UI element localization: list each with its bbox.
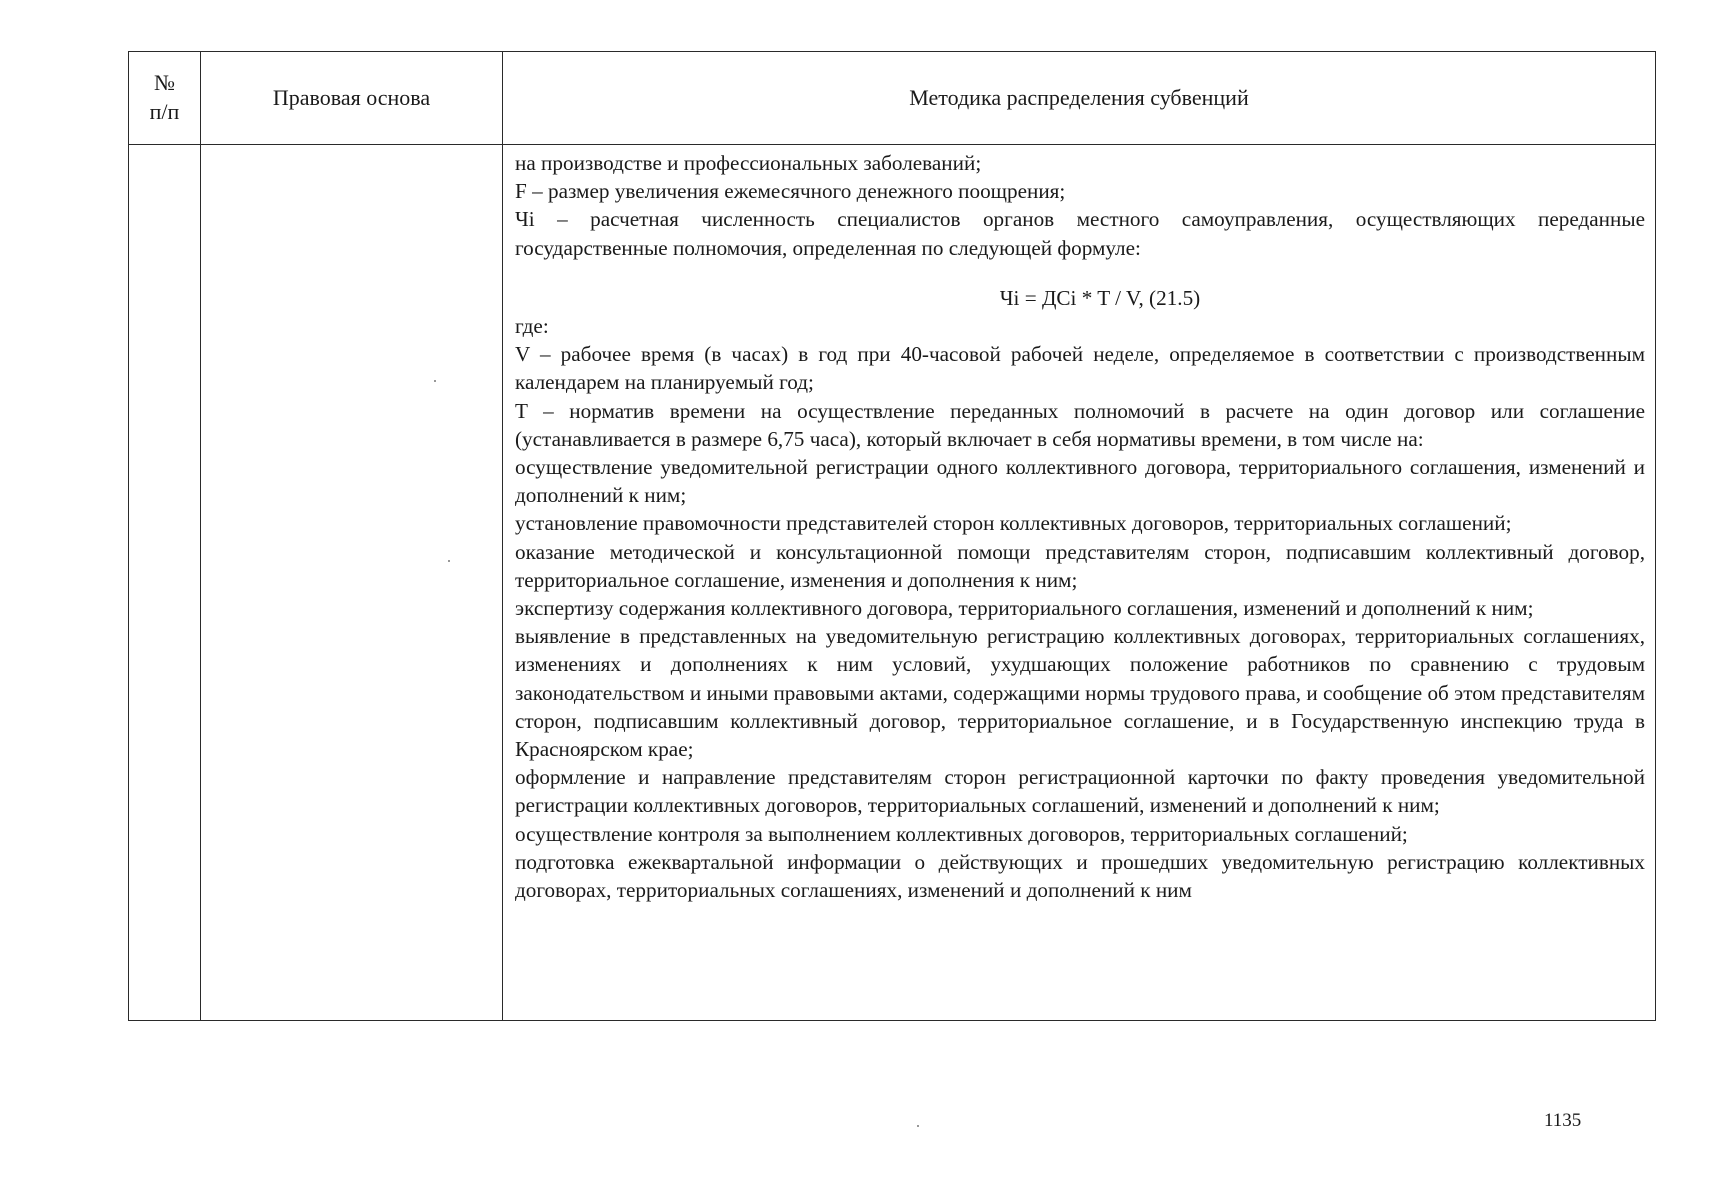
scan-speck <box>917 1125 919 1127</box>
scan-speck <box>448 560 450 562</box>
method-paragraph: осуществление уведомительной регистрации одного коллективного договора, территориального соглашения, изменений и дополнений к ним; <box>515 455 1645 508</box>
method-paragraph: F – размер увеличения ежемесячного денежного поощрения; <box>515 179 1066 204</box>
page-number: 1135 <box>1544 1110 1582 1131</box>
method-paragraph: экспертизу содержания коллективного договора, территориального соглашения, изменений и дополнений к ним; <box>515 596 1534 621</box>
method-paragraph: установление правомочности представителей сторон коллективных договоров, территориальных соглашений; <box>515 511 1512 536</box>
cell-number <box>129 145 201 1021</box>
method-paragraph: оформление и направление представителям сторон регистрационной карточки по факту проведения уведомительной регистрации коллективных договоров, территориальных соглашений, изменений и дополнений к ним; <box>515 765 1645 818</box>
table-row <box>129 145 1656 1021</box>
method-paragraph: где: <box>515 314 549 339</box>
method-paragraph: оказание методической и консультационной помощи представителям сторон, подписавшим коллективный договор, территориальное соглашение, изменения и дополнения к ним; <box>515 539 1645 592</box>
table-header <box>129 52 1656 145</box>
cell-legal-basis <box>201 145 503 1021</box>
header-number <box>129 52 201 145</box>
table-body <box>129 145 1656 1021</box>
method-paragraph: на производстве и профессиональных заболеваний; <box>515 151 982 175</box>
header-number-line-2: п/п <box>149 99 180 124</box>
subventions-table <box>128 51 1656 1021</box>
header-number-line-1: № <box>154 70 175 96</box>
method-paragraph: осуществление контроля за выполнением коллективных договоров, территориальных соглашений; <box>515 821 1408 846</box>
header-method: Методика распределения субвенций <box>503 52 1656 145</box>
method-paragraph: V – рабочее время (в часах) в год при 40-часовой рабочей неделе, определяемое в соответствии с производственным календарем на планируемый год; <box>515 342 1645 395</box>
method-paragraph: подготовка ежеквартальной информации о действующих и прошедших уведомительную регистрацию коллективных договорах, территориальных соглашениях, изменений и дополнений к ним <box>515 849 1645 903</box>
header-legal-basis: Правовая основа <box>201 52 503 145</box>
method-paragraph: выявление в представленных на уведомительную регистрацию коллективных договорах, территориальных соглашениях, изменениях и дополнениях к ним условий, ухудшающих положение работников по сравнению с трудовым законодательством и иными правовыми актами, содержащими нормы трудового права, и сообщение об этом представителям сторон, подписавшим коллективный договор, территориальное соглашение, и в Государственную инспекцию труда в Красноярском крае; <box>515 624 1645 762</box>
method-paragraph: Чi – расчетная численность специалистов органов местного самоуправления, осуществляющих переданные государственные полномочия, определенная по следующей формуле: <box>515 207 1645 260</box>
formula: Чi = ДСi * T / V, (21.5) <box>999 285 1201 310</box>
cell-method <box>503 145 1656 1021</box>
header-row <box>129 52 1656 145</box>
scan-speck <box>434 380 436 382</box>
method-paragraph: T – норматив времени на осуществление переданных полномочий в расчете на один договор или соглашение (устанавливается в размере 6,75 часа), который включает в себя нормативы времени, в том числе на: <box>515 398 1645 451</box>
